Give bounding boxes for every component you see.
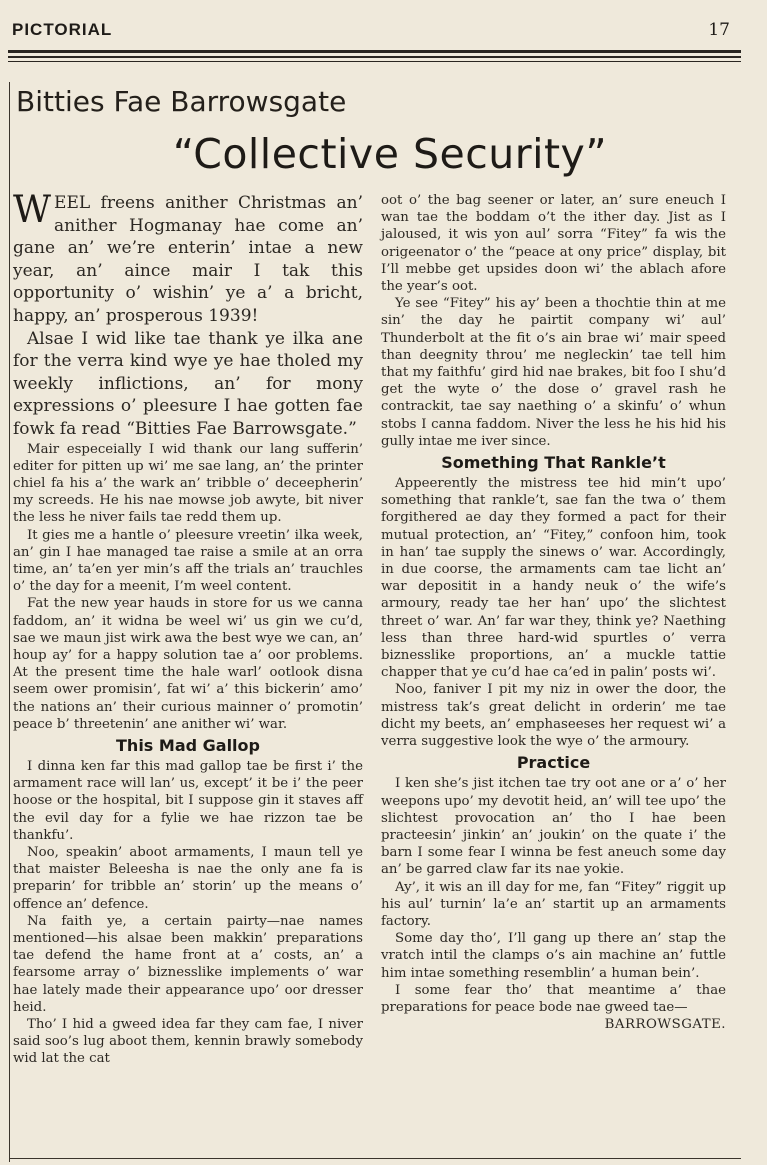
paragraph: Appeerently the mistress tee hid min’t upo’ something that rankle’t, sae fan the twa o’ them forgithered ae day they formed a pact for their mutual protection, an’ “Fitey,” confoon him, took in han’ tae supply the sinews o’ war. Accordingly, in due coorse, the armaments cam tae licht an’ war depositit in a handy neuk o’ the wife’s armoury, ready tae her han’ upo’ the slichtest threet o’ war. An’ far war they, think ye? Naething less than three hard-wid spurtles o’ verra biznesslike proportions, an’ a muckle tattie chapper that ye cu’d hae ca’ed in palin’ posts wi’. [381,476,726,681]
right-column [381,192,726,1033]
article-headline: “Collective Security” [172,130,608,178]
paragraph: I ken she’s jist itchen tae try oot ane or a’ o’ her weepons upo’ my devotit heid, an’ will tee upo’ the slichtest provocation an’ tho I hae been practeesin’ jinkin’ an’ joukin’ on the quate i’ the barn I some fear I winna be fest aneuch some day an’ be garred claw far its nae yokie. [381,776,726,878]
paragraph: Alsae I wid like tae thank ye ilka ane for the verra kind wye ye hae tholed my weekly inflictions, an’ for mony expressions o’ pleesure I hae gotten fae fowk fa read “Bitties Fae Barrowsgate.” [13,328,363,439]
page-header [10,16,730,46]
header-rule-medium [8,56,741,58]
article-kicker: Bitties Fae Barrowsgate [16,85,347,118]
paragraph: Some day tho’, I’ll gang up there an’ stap the vratch intil the clamps o’s ain machine an’ futtle him intae something resemblin’ a human bein’. [381,931,726,981]
column-margin-rule [9,82,10,1162]
footer-rule [10,1158,741,1159]
paragraph: I dinna ken far this mad gallop tae be first i’ the armament race will lan’ us, except’ it be i’ the peer hoose or the hospital, bit I suppose gin it staves aff the evil day for a fylie we hae rizzon tae be thankfu’. [13,758,363,843]
paragraph: It gies me a hantle o’ pleesure vreetin’ ilka week, an’ gin I hae managed tae raise a smile at an orra time, an’ ta’en yer min’s aff the trials an’ trauchles o’ the day for a meenit, I’m weel content. [13,527,363,595]
paragraph: Mair especeially I wid thank our lang sufferin’ editer for pitten up wi’ me sae lang, an’ the printer chiel fa his a’ the wark an’ tribble o’ deceepherin’ my screeds. He his nae mowse job awyte, bit niver the less he niver fails tae redd them up. [13,441,363,526]
paragraph: Noo, faniver I pit my niz in ower the door, the mistress tak’s great delicht in orderin’ me tae dicht my beets, an’ emphaseeses her request wi’ a verra suggestive look the wye o’ the armoury. [381,682,726,750]
paragraph-text: I some fear tho’ that meantime a’ thae preparations for peace bode nae gweed tae— [381,982,726,1015]
header-rule-thin [8,61,741,62]
paragraph [13,188,363,328]
publication-name: PICTORIAL [12,20,113,39]
subheading: Something That Rankle’t [441,453,666,473]
paragraph: Tho’ I hid a gweed idea far they cam fae, I niver said soo’s lug aboot them, kennin brawly somebody wid lat the cat [13,1017,363,1067]
paragraph: Ay’, it wis an ill day for me, fan “Fitey” riggit up his aul’ turnin’ la’e an’ startit up an armaments factory. [381,879,726,929]
paragraph: Fat the new year hauds in store for us we canna faddom, an’ it widna be weel wi’ us gin we cu’d, sae we maun jist wirk awa the best wye we can, an’ houp ay’ for a happy solution tae a’ oor problems. At the present time the hale warl’ ootlook disna seem ower promisin’, fat wi’ a’ this bickerin’ amo’ the nations an’ their curious mainner o’ promotin’ peace b’ threetenin’ ane anither wi’ war. [13,596,363,732]
subheading: This Mad Gallop [116,735,260,755]
paragraph [381,982,726,1033]
paragraph: Noo, speakin’ aboot armaments, I maun tell ye that maister Beleesha is nae the only ane fa is preparin’ for tribble an’ storin’ up the means o’ offence an’ defence. [13,845,363,912]
paragraph: oot o’ the bag seener or later, an’ sure eneuch I wan tae the boddam o’t the ither day. Jist as I jaloused, it wis yon aul’ sorra “Fitey” fa wis the origeenator o’ the “peace at ony price” display, bit I’ll mebbe get upsides doon wi’ the ablach afore the year’s oot. [381,193,726,295]
left-column [13,188,363,1068]
subheading: Practice [516,753,591,773]
paragraph: Na faith ye, a certain pairty—nae names mentioned—his alsae been makkin’ preparations tae defend the hame front at a’ costs, an’ a fearsome array o’ biznesslike implements o’ war hae lately made their appearance upo’ oor dresser heid. [13,913,363,1015]
paragraph: Ye see “Fitey” his ay’ been a thochtie thin at me sin’ the day he pairtit company wi’ aul’ Thunderbolt at the fit o’s ain brae wi’ mair speed than deegnity throu’ me negleckin’ tae tell him that my faithfu’ gird hid nae brakes, bit foo I shu’d get the wyte o’ the dose o’ gravel rash he contrackit, tae say naething o’ a skinfu’ o’ whun stobs I canna faddom. Niver the less he his hid his gully intae me iver since. [381,296,726,449]
author-signature: BARROWSGATE. [604,1017,726,1033]
header-rule-thick [8,50,741,53]
paragraph-text: EEL freens anither Christmas an’ anither Hogmanay hae come an’ gane an’ we’re enterin’ intae a new year, an’ aince mair I tak this opportunity o’ wishin’ ye a’ a bricht, happy, an’ prosperous 1939! [13,193,363,326]
page-number: 17 [708,20,730,40]
drop-cap: W [13,188,52,231]
